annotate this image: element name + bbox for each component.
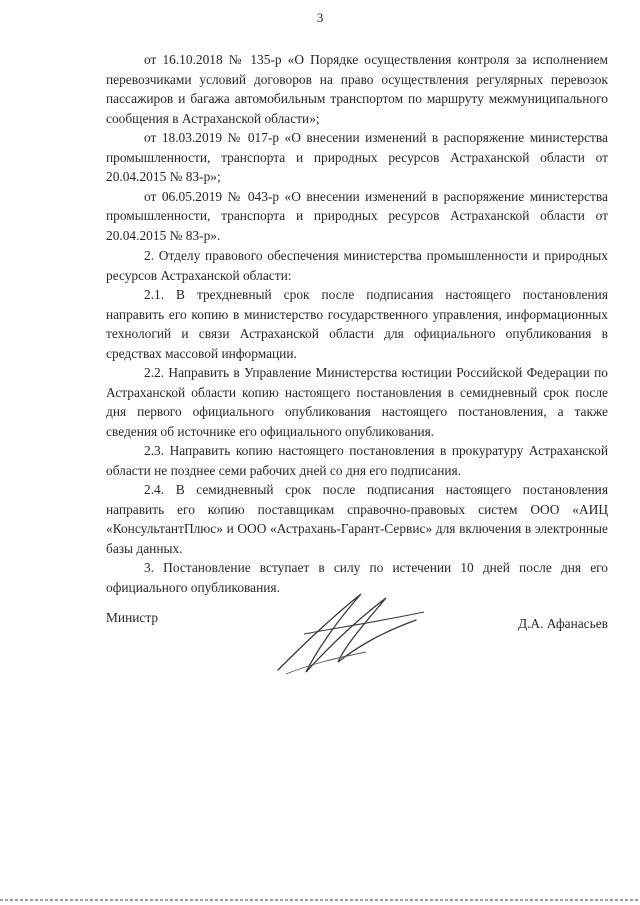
paragraph-item-2-2: 2.2. Направить в Управление Министерства юстиции Российской Федерации по Астраханской области копию настоящего постановления в семидневный срок после дня первого официального опубликования настоящего постановления, а также сведения об источнике его официального опубликования. xyxy=(106,365,608,439)
paragraph-item-2-1: 2.1. В трехдневный срок после подписания настоящего постановления направить его копию в министерство государственного управления, информационных технологий и связи Астраханской области для официального опубликования в средствах массовой информации. xyxy=(106,287,608,361)
paragraph-decree-043: от 06.05.2019 № 043-р «О внесении изменений в распоряжение министерства промышленности, транспорта и природных ресурсов Астраханской области от 20.04.2015 № 83-р». xyxy=(106,188,608,243)
handwritten-signature xyxy=(266,582,436,682)
document-body xyxy=(106,50,608,597)
paragraph-decree-135: от 16.10.2018 № 135-р «О Порядке осуществления контроля за исполнением перевозчиками условий договоров на право осуществления регулярных перевозок пассажиров и багажа автомобильным транспортом по маршруту межмуниципального сообщения в Астраханской области»; xyxy=(106,52,608,126)
signatory-name: Д.А. Афанасьев xyxy=(517,616,608,631)
page-number: 3 xyxy=(316,10,324,25)
paragraph-item-2-4: 2.4. В семидневный срок после подписания настоящего постановления направить его копию поставщикам справочно-правовых систем ООО «АИЦ «КонсультантПлюс» и ООО «Астрахань-Гарант-Сервис» для включения в электронные базы данных. xyxy=(106,482,608,556)
paragraph-decree-017: от 18.03.2019 № 017-р «О внесении изменений в распоряжение министерства промышленности, транспорта и природных ресурсов Астраханской области от 20.04.2015 № 83-р»; xyxy=(106,130,608,184)
signatory-title: Министр xyxy=(106,610,159,625)
paragraph-item-2-3: 2.3. Направить копию настоящего постановления в прокуратуру Астраханской области не позднее семи рабочих дней со дня его подписания. xyxy=(106,443,608,478)
scan-bottom-edge xyxy=(0,899,640,901)
paragraph-item-3: 3. Постановление вступает в силу по истечении 10 дней после дня его официального опубликования. xyxy=(106,560,608,595)
paragraph-item-2: 2. Отделу правового обеспечения министерства промышленности и природных ресурсов Астраханской области: xyxy=(106,248,608,283)
signature-block xyxy=(106,610,608,690)
